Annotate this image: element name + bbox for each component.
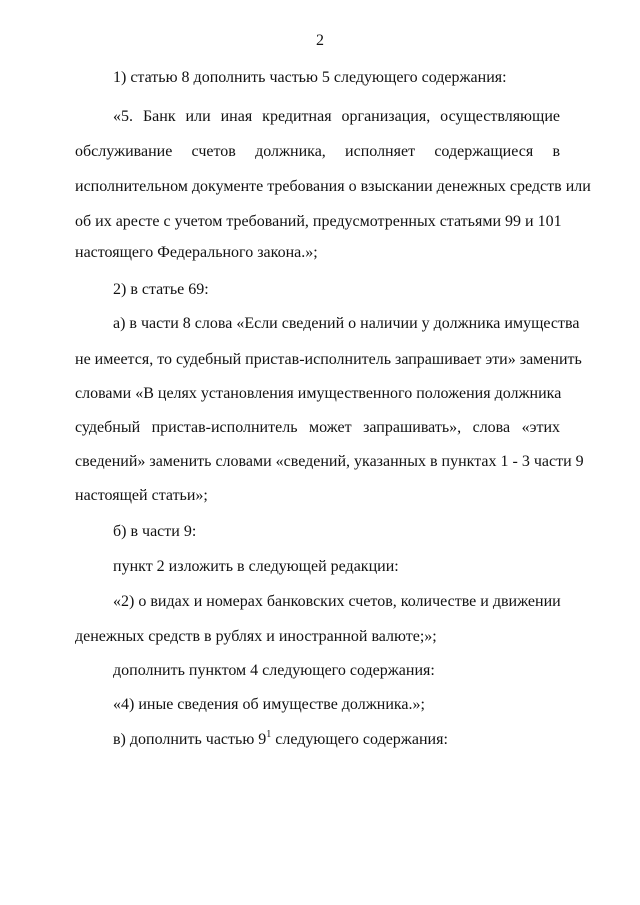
text-line: обслуживание счетов должника, исполняет содержащиеся в [75,143,560,160]
superscript-1: 1 [266,728,272,740]
text-line: «5. Банк или иная кредитная организация, осуществляющие [113,108,560,125]
text-line: настоящего Федерального закона.»; [75,244,318,261]
text-fragment: следующего содержания: [271,731,448,748]
text-line: дополнить пунктом 4 следующего содержания: [113,662,435,679]
text-line: настоящей статьи»; [75,487,208,504]
text-line: исполнительном документе требования о взыскании денежных средств или [75,178,591,195]
text-line: судебный пристав-исполнитель может запрашивать», слова «этих [75,419,560,436]
text-line: пункт 2 изложить в следующей редакции: [113,558,399,575]
page-number: 2 [316,32,324,49]
text-line: не имеется, то судебный пристав-исполнитель запрашивает эти» заменить [75,351,582,368]
text-line: денежных средств в рублях и иностранной валюте;»; [75,628,437,645]
text-line: 2) в статье 69: [113,281,209,298]
text-line: об их аресте с учетом требований, предусмотренных статьями 99 и 101 [75,213,562,230]
text-fragment: в) дополнить частью 9 [113,731,267,748]
text-line: б) в части 9: [113,523,197,540]
text-line: сведений» заменить словами «сведений, указанных в пунктах 1 - 3 части 9 [75,453,584,470]
text-line: а) в части 8 слова «Если сведений о наличии у должника имущества [113,315,580,332]
text-line: словами «В целях установления имущественного положения должника [75,385,562,402]
text-line: 1) статью 8 дополнить частью 5 следующего содержания: [113,69,507,86]
text-line: «2) о видах и номерах банковских счетов, количестве и движении [113,593,561,610]
text-line-last [113,730,560,750]
text-line: «4) иные сведения об имуществе должника.»; [113,696,425,713]
